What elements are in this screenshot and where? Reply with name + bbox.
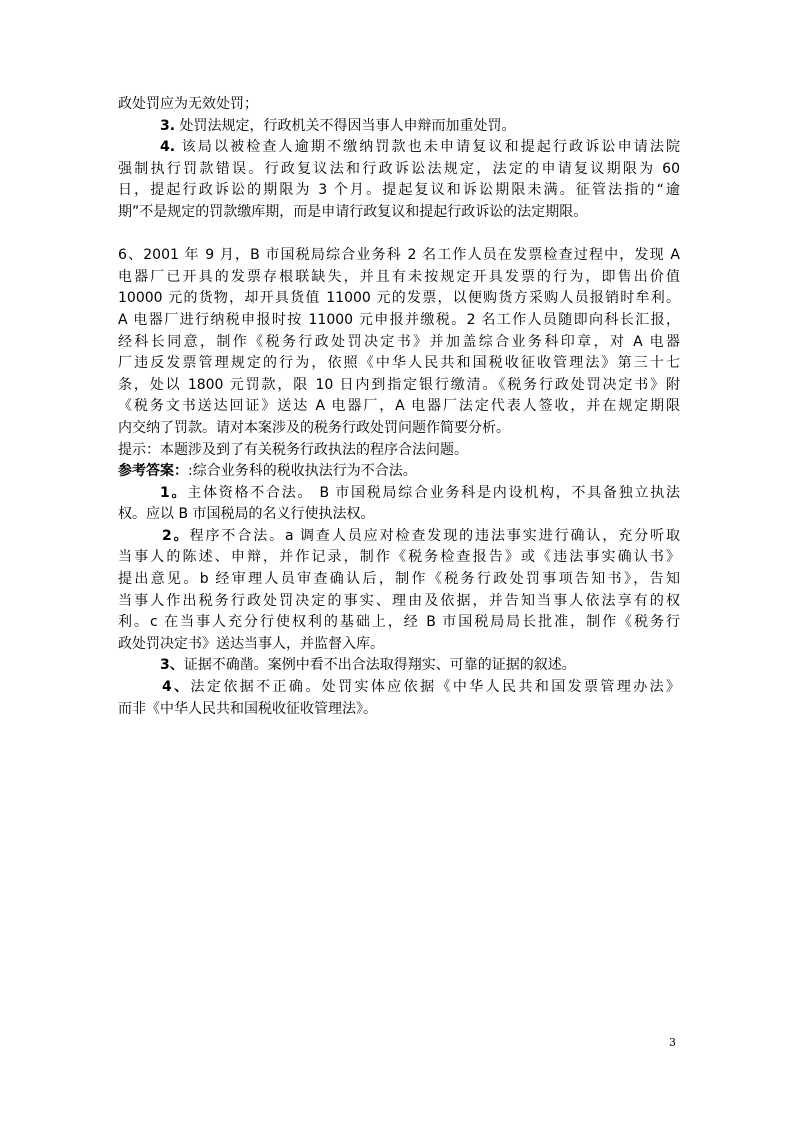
text-line: 条，处以 1800 元罚款，限 10 日内到指定银行缴清。《税务行政处罚决定书》附 — [118, 376, 680, 393]
text-line: 提出意见。b 经审理人员审查确认后，制作《税务行政处罚事项告知书》，告知 — [118, 571, 680, 588]
text-line: 期”不是规定的罚款缴库期，而是申请行政复议和提起行政诉讼的法定期限。 — [118, 203, 588, 220]
paragraph-gap — [118, 224, 680, 246]
text-line: 强制执行罚款错误。行政复议法和行政诉讼法规定，法定的申请复议期限为 60 — [118, 160, 680, 177]
text-line: 政处罚应为无效处罚； — [118, 96, 258, 112]
item-number: 3. — [160, 117, 176, 134]
text-line: 《税务文书送达回证》送达 A 电器厂，A 电器厂法定代表人签收，并在规定期限 — [118, 398, 680, 415]
page-number: 3 — [669, 1036, 676, 1049]
text-line: 而非《中华人民共和国税收征收管理法》。 — [118, 700, 377, 717]
text-line: 6、2001 年 9 月，B 市国税局综合业务科 2 名工作人员在发票检查过程中，发现 A — [118, 247, 680, 264]
text-line: 10000 元的货物，却开具货值 11000 元的发票，以便购货方采购人员报销时牟利。 — [118, 290, 680, 307]
item-number: 1。 — [160, 484, 188, 501]
item-number: 3、 — [160, 657, 184, 674]
text-line: 电器厂已开具的发票存根联缺失，并且有未按规定开具发票的行为，即售出价值 — [118, 268, 680, 285]
text-line: 权。应以 B 市国税局的名义行使执法权。 — [118, 506, 375, 523]
numbered-line: 1。主体资格不合法。 B 市国税局综合业务科是内设机构，不具备独立执法 — [160, 484, 680, 501]
hint-line: 提示：本题涉及到了有关税务行政执法的程序合法问题。 — [118, 441, 468, 458]
item-number: 4、 — [162, 679, 191, 696]
numbered-line: 4. 该局以被检查人逾期不缴纳罚款也未申请复议和提起行政诉讼申请法院 — [160, 139, 680, 156]
numbered-line: 3、证据不确凿。案例中看不出合法取得翔实、可靠的证据的叙述。 — [160, 657, 576, 674]
text-line: A 电器厂进行纳税申报时按 11000 元申报并缴税。2 名工作人员随即向科长汇报， — [118, 311, 680, 328]
text-line: 厂违反发票管理规定的行为，依照《中华人民共和国税收征收管理法》第三十七 — [118, 355, 680, 372]
text-line: 当事人的陈述、申辩，并作记录，制作《税务检查报告》或《违法事实确认书》 — [118, 549, 680, 566]
answer-heading-line: 参考答案：:综合业务科的税收执法行为不合法。 — [118, 463, 417, 480]
document-body — [118, 94, 680, 720]
text-line: 利。c 在当事人充分行使权利的基础上，经 B 市国税局局长批准，制作《税务行 — [118, 614, 680, 631]
answer-label: 参考答案： — [118, 463, 188, 480]
text-line: 日，提起行政诉讼的期限为 3 个月。提起复议和诉讼期限未满。征管法指的“逾 — [118, 182, 680, 199]
numbered-line: 3. 处罚法规定，行政机关不得因当事人申辩而加重处罚。 — [160, 117, 516, 134]
text-line: 内交纳了罚款。请对本案涉及的税务行政处罚问题作简要分析。 — [118, 419, 510, 436]
item-number: 4. — [160, 139, 176, 156]
numbered-line: 4、法定依据不正确。处罚实体应依据《中华人民共和国发票管理办法》 — [162, 679, 680, 696]
item-number: 2。 — [162, 527, 190, 544]
text-line: 政处罚决定书》送达当事人，并监督入库。 — [118, 635, 384, 652]
numbered-line: 2。程序不合法。a 调查人员应对检查发现的违法事实进行确认，充分听取 — [162, 527, 680, 544]
text-line: 当事人作出税务行政处罚决定的事实、理由及依据，并告知当事人依法享有的权 — [118, 592, 680, 609]
text-line: 经科长同意，制作《税务行政处罚决定书》并加盖综合业务科印章，对 A 电器 — [118, 333, 680, 350]
